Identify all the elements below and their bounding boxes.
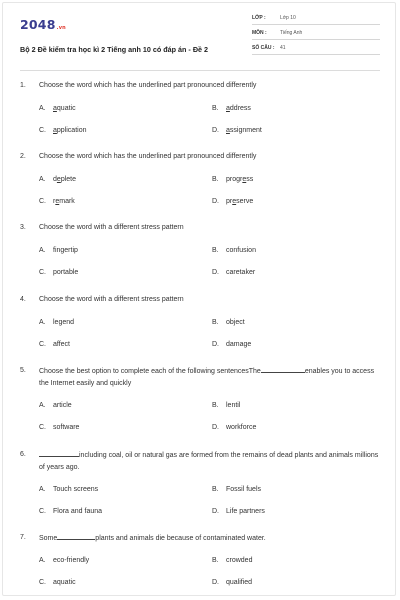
option-c[interactable]: C. aquatic [39,579,76,586]
meta-subject-value: Tiếng Anh [280,30,303,36]
question-7 [20,532,385,586]
option-c[interactable]: C. affect [39,341,70,348]
option-a[interactable]: A. article [39,402,72,409]
option-c[interactable]: C. portable [39,269,79,276]
meta-class-label: LỚP : [252,15,266,21]
option-a[interactable]: A. deplete [39,176,76,183]
meta-count-label: SỐ CÂU : [252,45,275,51]
question-number: 2. [20,153,26,160]
meta-count-value: 41 [280,45,286,51]
answer-blank [39,449,79,457]
meta-class-row [252,12,380,25]
question-text: Choose the word with a different stress pattern [39,296,184,303]
meta-subject-row [252,27,380,40]
option-b[interactable]: B. progress [212,176,254,183]
question-number: 6. [20,451,26,458]
option-b[interactable]: B. address [212,105,251,112]
question-1 [20,80,385,134]
option-c[interactable]: C. software [39,424,80,431]
document-header [20,12,380,62]
option-a[interactable]: A. legend [39,319,75,326]
option-c[interactable]: C. application [39,127,87,134]
option-a[interactable]: A. fingertip [39,247,78,254]
option-d[interactable]: D. workforce [212,424,257,431]
option-c[interactable]: C. Flora and fauna [39,508,103,515]
answer-blank [57,532,95,540]
question-number: 7. [20,534,26,541]
option-a[interactable]: A. eco-friendly [39,557,90,564]
meta-count-row [252,42,380,55]
document-title: Bộ 2 Đề kiểm tra học kì 2 Tiếng anh 10 có đáp án - Đề 2 [20,45,208,54]
question-6 [20,449,385,515]
answer-blank [261,365,305,373]
option-a[interactable]: A. Touch screens [39,486,99,493]
option-b[interactable]: B. lentil [212,402,241,409]
question-text: Choose the word which has the underlined part pronounced differently [39,82,257,89]
meta-class-value: Lớp 10 [280,15,296,21]
question-number: 1. [20,82,26,89]
question-text: Choose the word which has the underlined part pronounced differently [39,153,257,160]
option-c[interactable]: C. remark [39,198,75,205]
option-d[interactable]: D. qualified [212,579,253,586]
question-2 [20,151,385,205]
question-text: Some plants and animals die because of contaminated water. [39,532,385,545]
option-b[interactable]: B. confusion [212,247,256,254]
option-d[interactable]: D. preserve [212,198,254,205]
option-b[interactable]: B. Fossil fuels [212,486,262,493]
question-number: 4. [20,296,26,303]
question-3 [20,222,385,276]
question-number: 5. [20,367,26,374]
option-b[interactable]: B. object [212,319,245,326]
question-text: including coal, oil or natural gas are formed from the remains of dead plants and animals millions of years ago. [39,449,385,474]
meta-subject-label: MÔN : [252,30,267,36]
site-logo[interactable] [20,17,66,32]
question-5 [20,365,385,431]
option-d[interactable]: D. Life partners [212,508,265,515]
option-a[interactable]: A. aquatic [39,105,76,112]
question-text: Choose the best option to complete each of the following sentencesThe enables you to access the Internet easily and quickly [39,365,385,390]
option-b[interactable]: B. crowded [212,557,253,564]
logo-main: 2048 [20,17,56,32]
question-number: 3. [20,224,26,231]
question-4 [20,294,385,348]
question-text: Choose the word with a different stress pattern [39,224,184,231]
option-d[interactable]: D. caretaker [212,269,256,276]
option-d[interactable]: D. assignment [212,127,262,134]
header-divider [20,70,380,71]
logo-suffix: .vn [56,25,66,31]
option-d[interactable]: D. damage [212,341,252,348]
